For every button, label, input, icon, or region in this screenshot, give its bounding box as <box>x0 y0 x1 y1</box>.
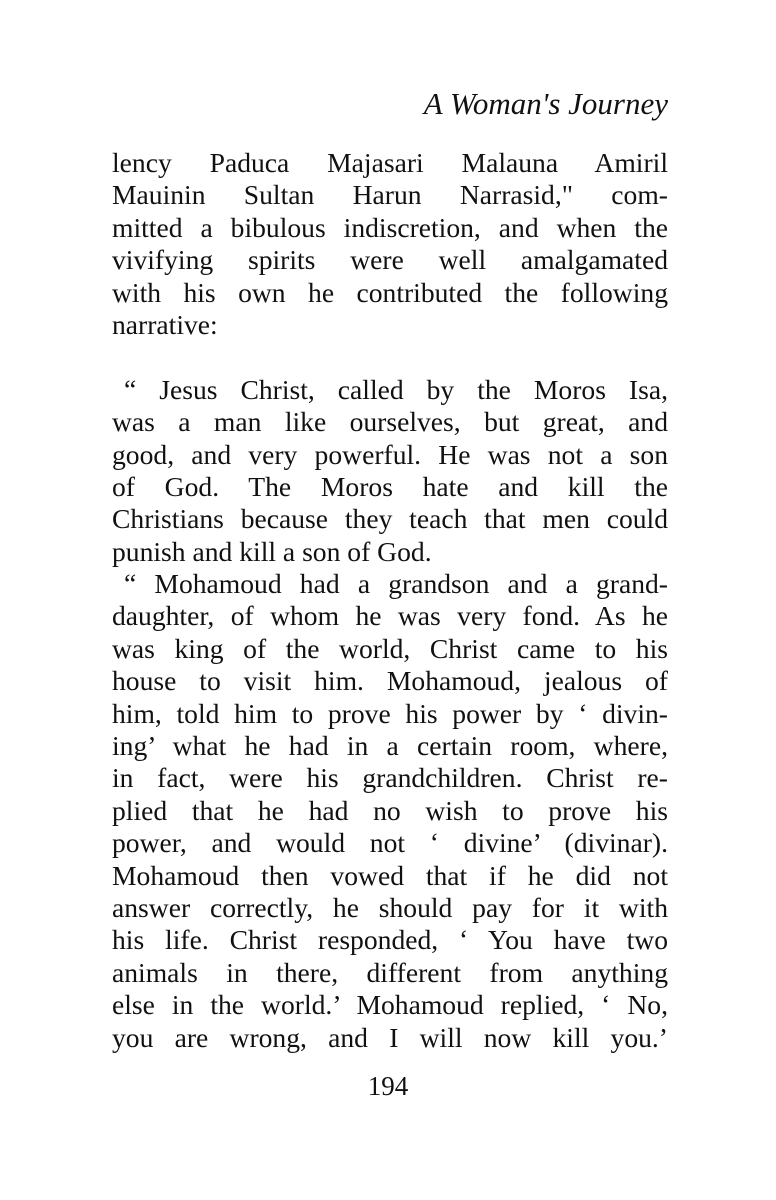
text-line: power, and would not ‘ divine’ (divinar). <box>112 827 668 859</box>
text-line: mitted a bibulous indiscretion, and when the <box>112 211 668 243</box>
text-line: of God. The Moros hate and kill the <box>112 470 668 502</box>
text-line: plied that he had no wish to prove his <box>112 794 668 826</box>
text-line: “ Mohamoud had a grandson and a grand- <box>124 568 668 600</box>
text-line: animals in there, different from anything <box>112 956 668 988</box>
text-line: was king of the world, Christ came to his <box>112 632 668 664</box>
text-line: in fact, were his grandchildren. Christ re- <box>112 762 668 794</box>
text-line: Mauinin Sultan Harun Narrasid," com- <box>112 179 668 211</box>
text-line: “ Jesus Christ, called by the Moros Isa, <box>124 373 668 405</box>
text-line: vivifying spirits were well amalgamated <box>112 244 668 276</box>
text-line: else in the world.’ Mohamoud replied, ‘ No, <box>112 989 668 1021</box>
paragraph-continuation <box>112 147 668 341</box>
running-title: A Woman's Journey <box>423 86 668 121</box>
text-line: was a man like ourselves, but great, and <box>112 406 668 438</box>
text-line: house to visit him. Mohamoud, jealous of <box>112 665 668 697</box>
paragraph-quote-mohamoud <box>112 568 668 1054</box>
paragraph-gap <box>112 341 668 373</box>
text-line: good, and very powerful. He was not a son <box>112 438 668 470</box>
text-line: narrative: <box>112 308 218 340</box>
text-line: ing’ what he had in a certain room, where, <box>112 730 668 762</box>
paragraph-quote-jesus <box>112 374 668 568</box>
text-line: him, told him to prove his power by ‘ divin- <box>112 697 668 729</box>
text-line: answer correctly, he should pay for it with <box>112 891 668 923</box>
text-line: with his own he contributed the following <box>112 276 668 308</box>
body-text <box>112 147 668 1054</box>
text-line: daughter, of whom he was very fond. As he <box>112 600 668 632</box>
text-line: punish and kill a son of God. <box>112 535 432 567</box>
text-line: you are wrong, and I will now kill you.’ <box>112 1021 668 1053</box>
page-number: 194 <box>367 1071 409 1101</box>
text-line: Christians because they teach that men could <box>112 503 668 535</box>
text-line: lency Paduca Majasari Malauna Amiril <box>112 147 668 178</box>
text-line: Mohamoud then vowed that if he did not <box>112 859 668 891</box>
text-line: his life. Christ responded, ‘ You have two <box>112 924 668 956</box>
